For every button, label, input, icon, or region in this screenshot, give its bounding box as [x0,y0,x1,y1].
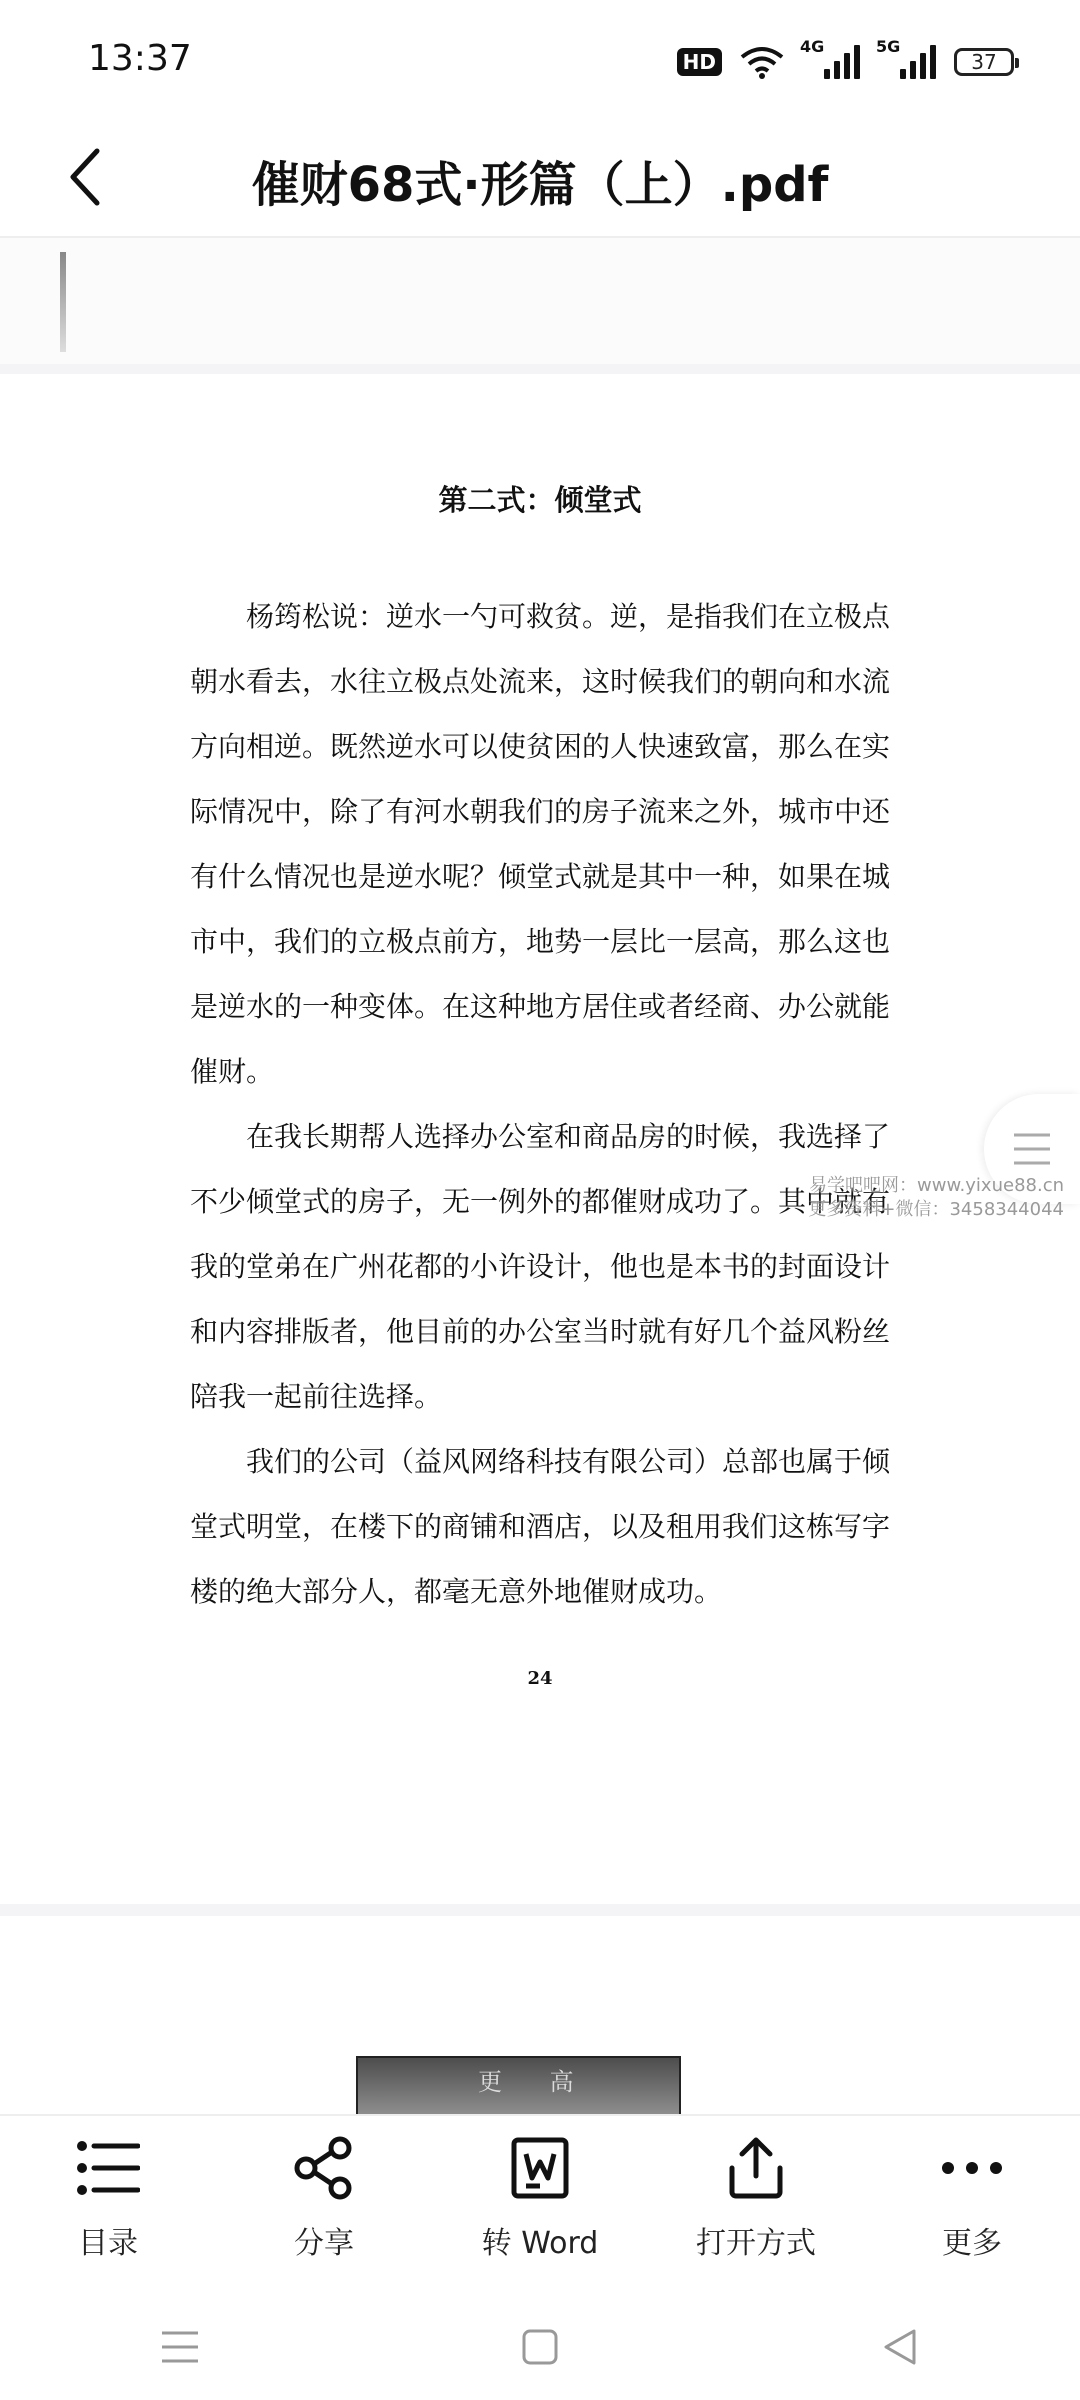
figure-image [356,2056,681,2114]
battery-icon [954,48,1014,76]
share-icon [292,2136,356,2200]
next-page [0,1916,1080,2114]
more-label: 更多 [942,2226,1002,2261]
system-nav-bar [0,2294,1080,2400]
open-with-button[interactable] [656,2116,856,2296]
nav-home-button[interactable] [500,2317,580,2377]
paragraph: 杨筠松说：逆水一勺可救贫。逆，是指我们在立极点朝水看去，水往立极点处流来，这时候我们的朝向和水流方向相逆。既然逆水可以使贫困的人快速致富，那么在实际情况中，除了有河水朝我们的房子流来之外，城市中还有什么情况也是逆水呢？倾堂式就是其中一种，如果在城市中，我们的立极点前方，地势一层比一层高，那么这也是逆水的一种变体。在这种地方居住或者经商、办公就能催财。 [190,600,891,1088]
watermark-line: 更多资料+微信：3458344044 [808,1199,1064,1220]
body-text [190,584,890,1624]
watermark-line: 易学吧吧网：www.yixue88.cn [809,1175,1064,1196]
convert-word-button[interactable] [440,2116,640,2296]
menu-icon [160,2329,200,2365]
paragraph: 在我长期帮人选择办公室和商品房的时候，我选择了不少倾堂式的房子，无一例外的都催财成功了。其中就有我的堂弟在广州花都的小许设计，他也是本书的封面设计和内容排版者，他目前的办公室当时就有好几个益风粉丝陪我一起前往选择。 [190,1120,891,1413]
share-label: 分享 [294,2226,354,2261]
status-icons [677,37,1014,82]
hd-badge: HD [677,48,722,76]
word-convert-icon [510,2136,570,2200]
chapter-title: 第二式：倾堂式 [438,483,642,517]
back-button[interactable] [50,142,120,212]
page-number: 24 [527,1668,553,1689]
nav-menu-button[interactable] [140,2317,220,2377]
signal-5g-icon: 5G [878,45,936,79]
toc-label: 目录 [78,2226,138,2261]
previous-page [0,238,1080,364]
signal-4g-icon: 4G [802,45,860,79]
scan-edge [60,252,66,352]
home-icon [521,2328,559,2366]
open-with-label: 打开方式 [696,2226,816,2261]
toc-button[interactable] [8,2116,208,2296]
document-title: 催财68式·形篇（上）.pdf [251,157,829,213]
list-icon [76,2140,140,2196]
paragraph: 我们的公司（益风网络科技有限公司）总部也属于倾堂式明堂，在楼下的商铺和酒店，以及租用我们这栋写字楼的绝大部分人，都毫无意外地催财成功。 [190,1445,891,1608]
convert-word-label: 转 Word [481,2226,599,2261]
back-icon [882,2327,918,2367]
upload-icon [726,2136,786,2200]
lines-icon [1012,1131,1052,1167]
status-time: 13:37 [88,38,192,79]
current-page [0,374,1080,1904]
bottom-toolbar [0,2114,1080,2296]
wifi-icon [740,45,784,79]
nav-back-button[interactable] [860,2317,940,2377]
more-button[interactable] [872,2116,1072,2296]
battery-level: 37 [971,50,997,74]
app-header [0,120,1080,238]
figure-text: 更 高 [478,2068,594,2096]
status-bar [0,0,1080,120]
chevron-left-icon [65,147,105,207]
more-icon [940,2160,1004,2176]
watermark [804,1174,1064,1222]
share-button[interactable] [224,2116,424,2296]
